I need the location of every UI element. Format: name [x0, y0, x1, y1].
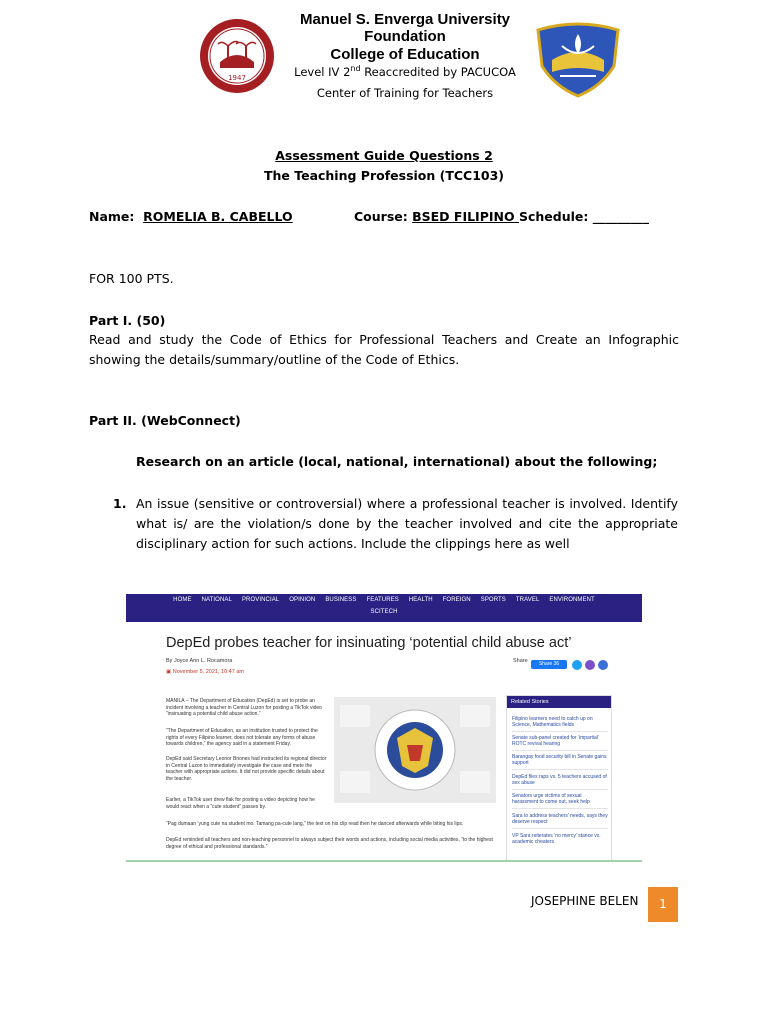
nav-link[interactable]: TRAVEL — [515, 597, 540, 603]
course-field: Course: BSED FILIPINO Schedule: _________ — [354, 209, 649, 224]
related-stories-title: Related Stories — [507, 696, 611, 708]
nav-link[interactable]: NATIONAL — [201, 597, 232, 603]
university-name-line2: Foundation — [364, 28, 446, 45]
calendar-icon: ▣ — [166, 669, 172, 675]
nav-link[interactable]: FEATURES — [366, 597, 399, 603]
viber-icon[interactable] — [585, 660, 595, 670]
article-paragraph-2: “The Department of Education, as an institution trusted to protect the rights of every Filipino learner, does not tolerate any forms of abuse towards children,” the agency said in a statement Friday. — [166, 728, 318, 747]
related-story-link[interactable]: Senate sub-panel created for ‘impartial’ ROTC revival hearing — [512, 735, 599, 747]
nav-row-1 — [126, 597, 642, 603]
seal-year: 1947 — [228, 74, 246, 82]
related-story-link[interactable]: Senators urge victims of sexual harassment to come out, seek help — [512, 793, 590, 805]
related-story-link[interactable]: Sara to address teachers’ needs, says they deserve respect — [512, 813, 608, 825]
college-shield-logo — [532, 20, 624, 98]
article-paragraph-3: DepEd said Secretary Leonor Briones had instructed its regional director in Central Luzon to immediately investigate the case and mete the teacher with appropriate actions. It did not provide specific details about the teacher. — [166, 756, 327, 782]
related-story-link[interactable]: Filipino learners need to catch up on Science, Mathematics fields — [512, 716, 593, 728]
nav-link[interactable]: FOREIGN — [442, 597, 471, 603]
item1-text: An issue (sensitive or controversial) where a professional teacher is involved. Identify what is/ are the violation/s done by the teacher involved and cite the appropriate disciplinary action for such actions. Include the clippings here as well — [136, 496, 678, 551]
nav-row-2 — [126, 609, 642, 615]
points-line: FOR 100 PTS. — [89, 271, 174, 286]
twitter-icon[interactable] — [572, 660, 582, 670]
nav-link[interactable]: SPORTS — [480, 597, 506, 603]
center-line: Center of Training for Teachers — [316, 86, 494, 100]
site-nav-bar — [126, 594, 642, 622]
nav-link[interactable]: SCITECH — [370, 609, 398, 615]
article-headline: DepEd probes teacher for insinuating ‘potential child abuse act’ — [166, 635, 572, 651]
article-paragraph-4: Earlier, a TikTok user drew flak for posting a video depicting how he would react when a “cute student” passes by. — [166, 797, 315, 810]
nav-link[interactable]: PROVINCIAL — [241, 597, 280, 603]
related-stories-panel — [506, 695, 612, 862]
deped-seal-icon — [334, 697, 496, 803]
nav-link[interactable]: ENVIRONMENT — [549, 597, 595, 603]
related-story-link[interactable]: Barangay food security bill in Senate gains support — [512, 754, 607, 766]
accreditation-line: Level IV 2nd Reaccredited by PACUCOA — [294, 64, 516, 79]
university-name-line1: Manuel S. Enverga University — [299, 11, 511, 28]
document-subtitle: The Teaching Profession (TCC103) — [263, 168, 505, 183]
related-story-link[interactable]: VP Sara reiterates ‘no mercy’ stance vs. academic cheaters — [512, 833, 601, 845]
part2-heading: Part II. (WebConnect) — [89, 413, 241, 428]
nav-link[interactable]: HEALTH — [408, 597, 433, 603]
article-paragraph-5: “Pag dumaan ‘yung cute na student mo. Tamang pa-cute lang,” the text on his clip read then he danced afterwards while biting his lips. — [166, 821, 464, 827]
article-date: ▣ November 5, 2021, 10:47 am — [166, 669, 244, 675]
nav-link[interactable]: BUSINESS — [325, 597, 357, 603]
article-byline: By Joyce Ann L. Rocamora — [166, 658, 233, 664]
footer-author: JOSEPHINE BELEN — [531, 894, 639, 908]
item1-number: 1. — [113, 496, 127, 511]
article-paragraph-1: MANILA – The Department of Education (DepEd) is set to probe an incident involving a teacher in Central Luzon for posting a TikTok video “insinuating a potential child abuse action.” — [166, 698, 322, 717]
related-story-link[interactable]: DepEd files raps vs. 5 teachers accused of sex abuse — [512, 774, 607, 786]
research-instruction: Research on an article (local, national, international) about the following; — [136, 454, 658, 469]
share-label: Share — [513, 658, 528, 664]
article-paragraph-6: DepEd reminded all teachers and non-teaching personnel to always subject their words and actions, including social media activities, “to the highest degree of ethical and professional standards.” — [166, 837, 493, 850]
nav-link[interactable]: OPINION — [289, 597, 316, 603]
name-field: Name: ROMELIA B. CABELLO — [89, 209, 293, 224]
part1-heading: Part I. (50) — [89, 313, 166, 328]
nav-link[interactable]: HOME — [173, 597, 192, 603]
part1-text: Read and study the Code of Ethics for Professional Teachers and Create an Infographic showing the details/summary/outline of the Code of Ethics. — [89, 332, 679, 367]
facebook-share-button[interactable]: Share 36 — [531, 660, 567, 669]
article-clipping — [126, 594, 642, 862]
document-title: Assessment Guide Questions 2 — [275, 148, 493, 163]
email-icon[interactable] — [598, 660, 608, 670]
deped-seal-image — [334, 697, 496, 803]
college-name: College of Education — [330, 46, 480, 63]
page-number-badge: 1 — [648, 887, 678, 922]
